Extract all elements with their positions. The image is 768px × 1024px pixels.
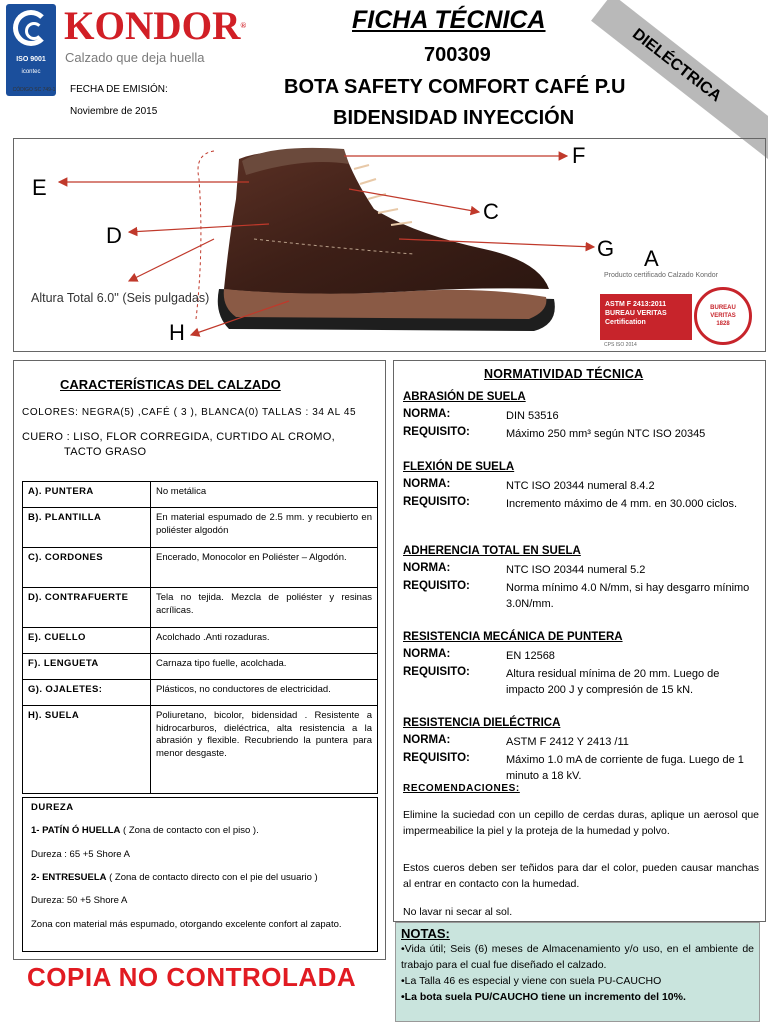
- midsole-shape: [224, 289, 547, 319]
- characteristics-panel: [13, 360, 386, 960]
- callout-c: C: [483, 199, 499, 224]
- spec-row: [23, 482, 378, 508]
- callout-e: E: [32, 175, 47, 200]
- norma-value: EN 12568: [506, 650, 555, 662]
- astm-line-2: BUREAU VERITAS: [605, 310, 667, 317]
- spec-value: Plásticos, no conductores de electricidad.: [151, 680, 378, 706]
- icontec-label: icontec: [21, 69, 41, 75]
- tread-hardness: Dureza : 65 +5 Shore A: [31, 849, 131, 860]
- callout-d: D: [106, 223, 122, 248]
- cert-footnote: CPS ISO 2014: [604, 342, 637, 348]
- leather-line-1: CUERO : LISO, FLOR CORREGIDA, CURTIDO AL CROMO,: [22, 431, 335, 443]
- total-height-note: Altura Total 6.0'' (Seis pulgadas): [31, 291, 210, 305]
- tread-line: [31, 825, 259, 837]
- spec-value: Tela no tejida. Mezcla de poliéster y resinas acrílicas.: [151, 588, 378, 628]
- spec-row: [23, 680, 378, 706]
- note-item: •Vida útil; Seis (6) meses de Almacenamiento y/o uso, en el ambiente de trabajo para el cual fue diseñado el calzado.: [401, 943, 754, 971]
- midsole-hardness: Dureza: 50 +5 Shore A: [31, 895, 128, 906]
- product-name-line-2: BIDENSIDAD INYECCIÓN: [333, 107, 575, 129]
- midsole-line: [31, 872, 318, 884]
- spec-value: Poliuretano, bicolor, bidensidad . Resistente a hidrocarburos, dieléctrica, alta resistencia a la abrasión y flexible. Recubriendo la puntera para menor desgaste.: [151, 706, 378, 794]
- document-title: FICHA TÉCNICA: [352, 6, 546, 34]
- norma-label: NORMA:: [403, 648, 451, 660]
- notes-title: NOTAS:: [401, 926, 450, 941]
- spec-key: E). CUELLO: [23, 628, 151, 654]
- dielectric-ribbon: DIELÉCTRICA: [591, 0, 768, 175]
- colors-sizes-line: COLORES: NEGRA(5) ,CAFÉ ( 3 ), BLANCA(0) TALLAS : 34 AL 45: [22, 407, 357, 418]
- spec-row: [23, 628, 378, 654]
- iso-code: CÓDIGO SC 749-1: [12, 87, 56, 93]
- product-code: 700309: [424, 44, 491, 66]
- product-name-line-1: BOTA SAFETY COMFORT CAFÉ P.U: [284, 76, 626, 98]
- recommendations-title: RECOMENDACIONES:: [403, 783, 520, 794]
- recommendation-2: Estos cueros deben ser teñidos para dar el color, pueden causar manchas al entrar en contacto con la humedad.: [403, 862, 759, 890]
- spec-key: C). CORDONES: [23, 548, 151, 588]
- spec-value: No metálica: [151, 482, 378, 508]
- norma-label: NORMA:: [403, 408, 451, 420]
- norma-label: NORMA:: [403, 562, 451, 574]
- hardness-title: DUREZA: [31, 802, 74, 813]
- spec-row: [23, 548, 378, 588]
- midsole-desc: ( Zona de contacto directo con el pie del usuario ): [106, 872, 318, 883]
- callout-g: G: [597, 236, 615, 261]
- brand-name: KONDOR: [64, 3, 241, 48]
- spec-table: [22, 481, 378, 794]
- certified-product-caption: Producto certificado Calzado Kondor: [604, 272, 719, 279]
- spec-key: G). OJALETES:: [23, 680, 151, 706]
- boot-upper: [224, 151, 549, 294]
- product-image-panel: [13, 138, 766, 352]
- foam-zone-note: Zona con material más espumado, otorgando excelente confort al zapato.: [31, 919, 342, 930]
- callout-h: H: [169, 320, 185, 345]
- characteristics-title: CARACTERÍSTICAS DEL CALZADO: [60, 377, 281, 392]
- norma-label: NORMA:: [403, 478, 451, 490]
- callout-f: F: [572, 143, 586, 168]
- astm-line-1: ASTM F 2413:2011: [605, 301, 667, 308]
- recommendation-1: Elimine la suciedad con un cepillo de cerdas duras, aplique un aerosol que impermeabilice la piel y la proteja de la humedad y polvo.: [403, 809, 759, 837]
- spec-value: Carnaza tipo fuelle, acolchada.: [151, 654, 378, 680]
- uncontrolled-copy-stamp: COPIA NO CONTROLADA: [27, 962, 357, 992]
- registered-mark: ®: [240, 21, 247, 30]
- kondor-logo: [64, 4, 246, 48]
- leather-description: [22, 430, 382, 460]
- requisito-label: REQUISITO:: [403, 666, 470, 678]
- spec-value: Encerado, Monocolor en Poliéster – Algodón.: [151, 548, 378, 588]
- requisito-value: Norma mínimo 4.0 N/mm, si hay desgarro mínimo 3.0N/mm.: [506, 582, 750, 610]
- iso-certification-badge: [6, 4, 56, 96]
- note-item: •La Talla 46 es especial y viene con suela PU-CAUCHO: [401, 975, 662, 987]
- spec-key: A). PUNTERA: [23, 482, 151, 508]
- requisito-label: REQUISITO:: [403, 426, 470, 438]
- spec-key: H). SUELA: [23, 706, 151, 794]
- spec-key: B). PLANTILLA: [23, 508, 151, 548]
- issue-date-value: Noviembre de 2015: [70, 106, 158, 117]
- spec-key: D). CONTRAFUERTE: [23, 588, 151, 628]
- requisito-label: REQUISITO:: [403, 752, 470, 764]
- requisito-label: REQUISITO:: [403, 496, 470, 508]
- hardness-box: [22, 797, 378, 952]
- spec-row: [23, 706, 378, 794]
- spec-row: [23, 588, 378, 628]
- recommendation-3: No lavar ni secar al sol.: [403, 906, 513, 918]
- spec-row: [23, 508, 378, 548]
- norma-value: NTC ISO 20344 numeral 5.2: [506, 564, 646, 576]
- requisito-value: Altura residual mínima de 20 mm. Luego de impacto 200 J y compresión de 15 kN.: [506, 668, 720, 696]
- spec-key: F). LENGUETA: [23, 654, 151, 680]
- norma-value: ASTM F 2412 Y 2413 /11: [506, 736, 629, 748]
- standard-heading: RESISTENCIA DIELÉCTRICA: [403, 717, 561, 729]
- leather-line-2: TACTO GRASO: [64, 446, 147, 458]
- tread-label: 1- PATÍN Ó HUELLA: [31, 825, 121, 836]
- standard-heading: ABRASIÓN DE SUELA: [403, 391, 526, 403]
- brand-slogan: Calzado que deja huella: [65, 50, 205, 65]
- iso-label: ISO 9001: [16, 56, 46, 63]
- requisito-value: Máximo 250 mm³ según NTC ISO 20345: [506, 428, 706, 440]
- midsole-label: 2- ENTRESUELA: [31, 872, 107, 883]
- norma-label: NORMA:: [403, 734, 451, 746]
- seal-line-1: BUREAU: [710, 305, 736, 311]
- standard-heading: FLEXIÓN DE SUELA: [403, 461, 515, 473]
- standards-title: NORMATIVIDAD TÉCNICA: [484, 367, 644, 381]
- tread-desc: ( Zona de contacto con el piso ).: [120, 825, 259, 836]
- standard-heading: ADHERENCIA TOTAL EN SUELA: [403, 545, 581, 557]
- bureau-veritas-seal: [694, 287, 752, 345]
- astm-line-3: Certification: [605, 319, 646, 326]
- issue-date-label: FECHA DE EMISIÓN:: [70, 84, 168, 95]
- technical-standards-panel: [393, 360, 766, 922]
- norma-value: DIN 53516: [506, 410, 559, 422]
- spec-value: En material espumado de 2.5 mm. y recubierto en poliéster algodón: [151, 508, 378, 548]
- requisito-value: Incremento máximo de 4 mm. en 30.000 ciclos.: [506, 498, 738, 510]
- note-item: •La bota suela PU/CAUCHO tiene un incremento del 10%.: [401, 991, 686, 1003]
- requisito-value: Máximo 1.0 mA de corriente de fuga. Luego de 1 minuto a 18 kV.: [506, 754, 744, 782]
- spec-value: Acolchado .Anti rozaduras.: [151, 628, 378, 654]
- seal-line-2: VERITAS: [710, 313, 736, 319]
- callout-a: A: [644, 246, 659, 271]
- norma-value: NTC ISO 20344 numeral 8.4.2: [506, 480, 655, 492]
- requisito-label: REQUISITO:: [403, 580, 470, 592]
- icontec-logo-icon: [13, 10, 49, 46]
- astm-certification-badge: [600, 294, 692, 340]
- seal-line-3: 1828: [716, 321, 730, 327]
- spec-row: [23, 654, 378, 680]
- standard-heading: RESISTENCIA MECÁNICA DE PUNTERA: [403, 631, 623, 643]
- notes-box: [395, 922, 760, 1022]
